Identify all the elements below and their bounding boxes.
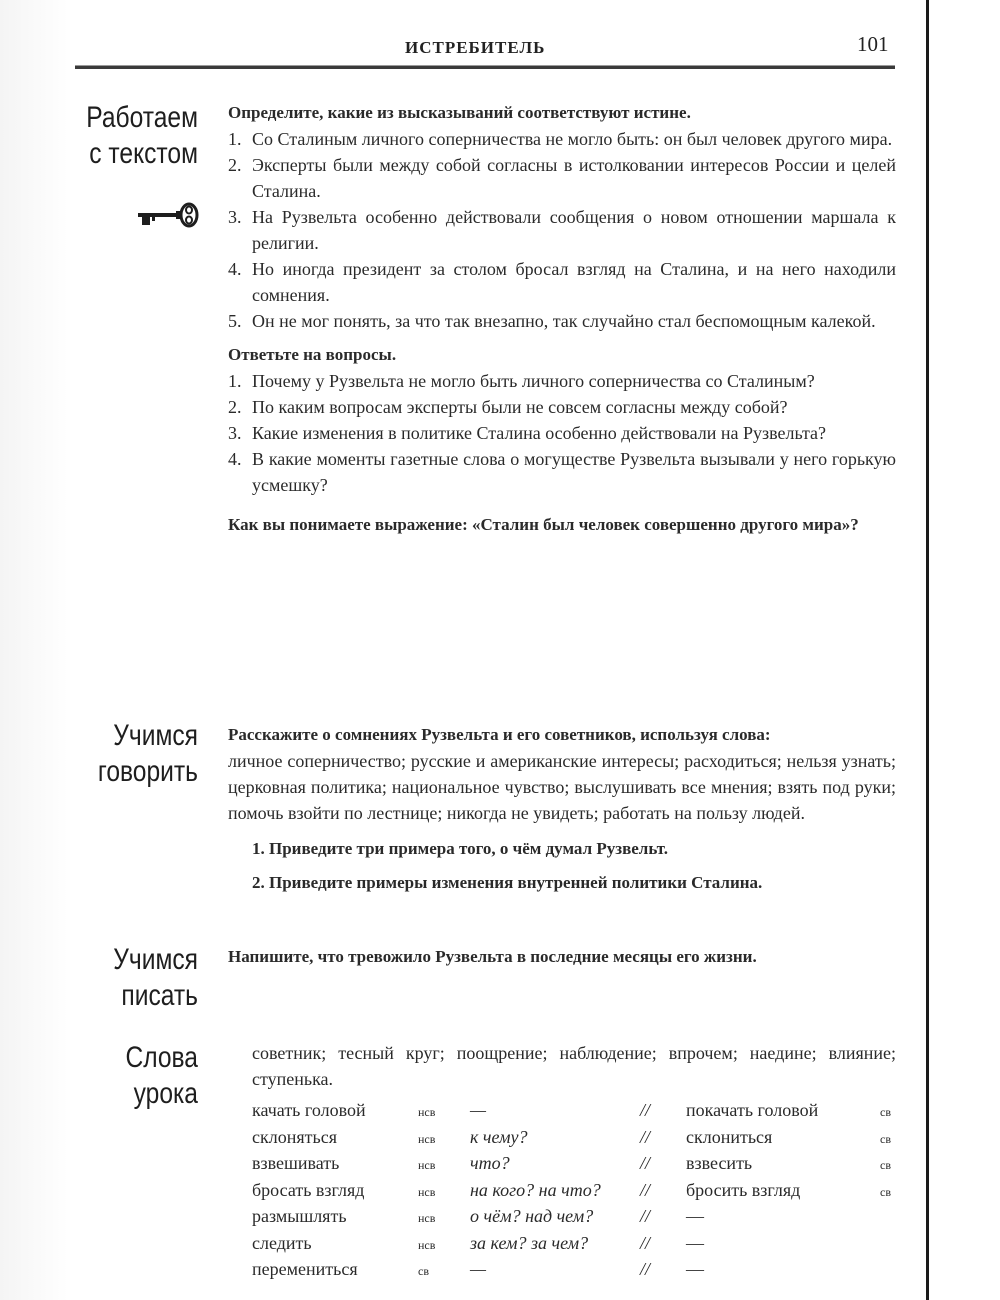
header-rule [75, 65, 895, 69]
learn-to-speak-block [228, 722, 896, 896]
speak-task-item [228, 870, 896, 896]
item-number: 4. [228, 449, 242, 469]
separator: // [640, 1259, 651, 1279]
question-item [228, 420, 896, 446]
section-label-line: Слова [125, 1041, 198, 1074]
separator: // [640, 1126, 651, 1147]
government: что? [470, 1153, 510, 1173]
pair-aspect: св [880, 1184, 891, 1199]
item-text: Приведите примеры изменения внутренней политики Сталина. [269, 873, 763, 892]
table-row [252, 1259, 910, 1286]
separator: // [640, 1100, 651, 1120]
pair-aspect: св [880, 1105, 891, 1119]
pair-aspect [880, 1259, 910, 1286]
work-with-text-block [228, 100, 896, 538]
aspect-pair: взвесить [686, 1153, 753, 1173]
government: к чему? [470, 1126, 528, 1147]
item-text: Почему у Рузвельта не могло быть личного соперничества со Сталиным? [252, 371, 815, 391]
question-item [228, 394, 896, 420]
pair-aspect: св [880, 1131, 891, 1146]
question-item [228, 368, 896, 394]
separator: // [640, 1206, 651, 1226]
section-label-line: Учимся [113, 719, 198, 752]
task-heading: Как вы понимаете выражение: «Сталин был человек совершенно другого мира»? [228, 515, 859, 534]
separator: // [640, 1232, 651, 1253]
verb: склоняться [252, 1126, 337, 1147]
separator: // [640, 1153, 651, 1173]
learn-to-write-block [228, 944, 896, 970]
item-text: Эксперты были между собой согласны в истолковании интересов России и целей Сталина. [252, 155, 896, 201]
item-text: Но иногда президент за столом бросал взгляд на Сталина, и на него находили сомнения. [252, 259, 896, 305]
vocabulary-words: личное соперничество; русские и американские интересы; расходиться; нельзя узнать; церковная политика; национальное чувство; выслушивать все мнения; взять под руки; помочь взойти по лестнице; никогда не увидеть; работать на пользу людей. [228, 751, 896, 823]
statements-list [228, 126, 896, 334]
table-row [252, 1100, 910, 1127]
verb: перемениться [252, 1259, 358, 1279]
separator: // [640, 1179, 651, 1200]
pair-aspect: св [880, 1158, 891, 1172]
verb: размышлять [252, 1206, 347, 1226]
verbs-table [252, 1100, 910, 1286]
page-gutter-shadow [0, 0, 68, 1300]
verb: взвешивать [252, 1153, 340, 1173]
item-text: Со Сталиным личного соперничества не могло быть: он был человек другого мира. [252, 129, 893, 149]
section-label-learn-to-write [75, 942, 198, 1014]
aspect: нсв [418, 1105, 436, 1119]
item-number: 1. [252, 839, 265, 858]
questions-list [228, 368, 896, 498]
item-number: 1. [228, 129, 242, 149]
table-row [252, 1153, 910, 1180]
task-heading: Расскажите о сомнениях Рузвельта и его советников, используя слова: [228, 725, 771, 744]
statement-item [228, 308, 896, 334]
aspect-pair: бросить взгляд [686, 1179, 801, 1200]
key-icon [136, 200, 200, 232]
section-label-line: урока [133, 1077, 198, 1110]
task-heading: Напишите, что тревожило Рузвельта в последние месяцы его жизни. [228, 947, 757, 966]
task-heading: Определите, какие из высказываний соответствуют истине. [228, 103, 691, 122]
government: — [470, 1100, 487, 1120]
nouns-list: советник; тесный круг; поощрение; наблюдение; впрочем; наедине; влияние; ступенька. [252, 1043, 896, 1089]
item-number: 2. [228, 155, 242, 175]
speak-task-item [228, 836, 896, 862]
item-number: 4. [228, 259, 242, 279]
lesson-nouns [252, 1040, 896, 1092]
page-number: 101 [857, 32, 889, 56]
verb: бросать взгляд [252, 1179, 365, 1200]
government: — [470, 1259, 487, 1279]
section-label-line: Работаем [86, 101, 198, 134]
verb: следить [252, 1232, 312, 1253]
item-text: На Рузвельта особенно действовали сообщения о новом отношении маршала к религии. [252, 207, 896, 253]
statement-item [228, 204, 896, 256]
statement-item [228, 152, 896, 204]
task-heading: Ответьте на вопросы. [228, 345, 397, 364]
item-text: В какие моменты газетные слова о могуществе Рузвельта вызывали у него горькую усмешку? [252, 449, 896, 495]
item-number: 3. [228, 423, 242, 443]
item-number: 1. [228, 371, 242, 391]
section-label-work-with-text [75, 100, 198, 172]
item-number: 2. [252, 873, 265, 892]
statement-item [228, 126, 896, 152]
table-row [252, 1180, 910, 1207]
item-number: 5. [228, 311, 242, 331]
table-row [252, 1127, 910, 1154]
section-label-line: с текстом [89, 137, 198, 170]
aspect: нсв [418, 1211, 436, 1225]
aspect: нсв [418, 1158, 436, 1172]
government: за кем? за чем? [470, 1232, 589, 1253]
item-number: 2. [228, 397, 242, 417]
item-number: 3. [228, 207, 242, 227]
government: на кого? на что? [470, 1179, 601, 1200]
section-label-learn-to-speak [75, 718, 198, 790]
running-title: ИСТРЕБИТЕЛЬ [405, 38, 546, 57]
aspect: нсв [418, 1184, 436, 1199]
aspect: нсв [418, 1237, 436, 1252]
aspect-pair: — [686, 1259, 704, 1279]
statement-item [228, 256, 896, 308]
pair-aspect [880, 1206, 910, 1233]
question-item [228, 446, 896, 498]
aspect-pair: склониться [686, 1126, 773, 1147]
table-row [252, 1206, 910, 1233]
verb: качать головой [252, 1100, 366, 1120]
section-label-lesson-words [75, 1040, 198, 1112]
aspect-pair: покачать головой [686, 1100, 819, 1120]
section-label-line: говорить [97, 755, 198, 788]
table-row [252, 1233, 910, 1260]
aspect: св [418, 1264, 429, 1278]
item-text: Приведите три примера того, о чём думал Рузвельт. [269, 839, 669, 858]
section-label-line: писать [121, 979, 198, 1012]
aspect-pair: — [686, 1206, 704, 1226]
pair-aspect [880, 1233, 910, 1260]
section-label-line: Учимся [113, 943, 198, 976]
page-right-edge [926, 0, 929, 1300]
item-text: Какие изменения в политике Сталина особенно действовали на Рузвельта? [252, 423, 827, 443]
government: о чём? над чем? [470, 1206, 594, 1226]
item-text: Он не мог понять, за что так внезапно, так случайно стал беспомощным калекой. [252, 311, 876, 331]
aspect-pair: — [686, 1232, 704, 1253]
item-text: По каким вопросам эксперты были не совсем согласны между собой? [252, 397, 788, 417]
aspect: нсв [418, 1131, 436, 1146]
